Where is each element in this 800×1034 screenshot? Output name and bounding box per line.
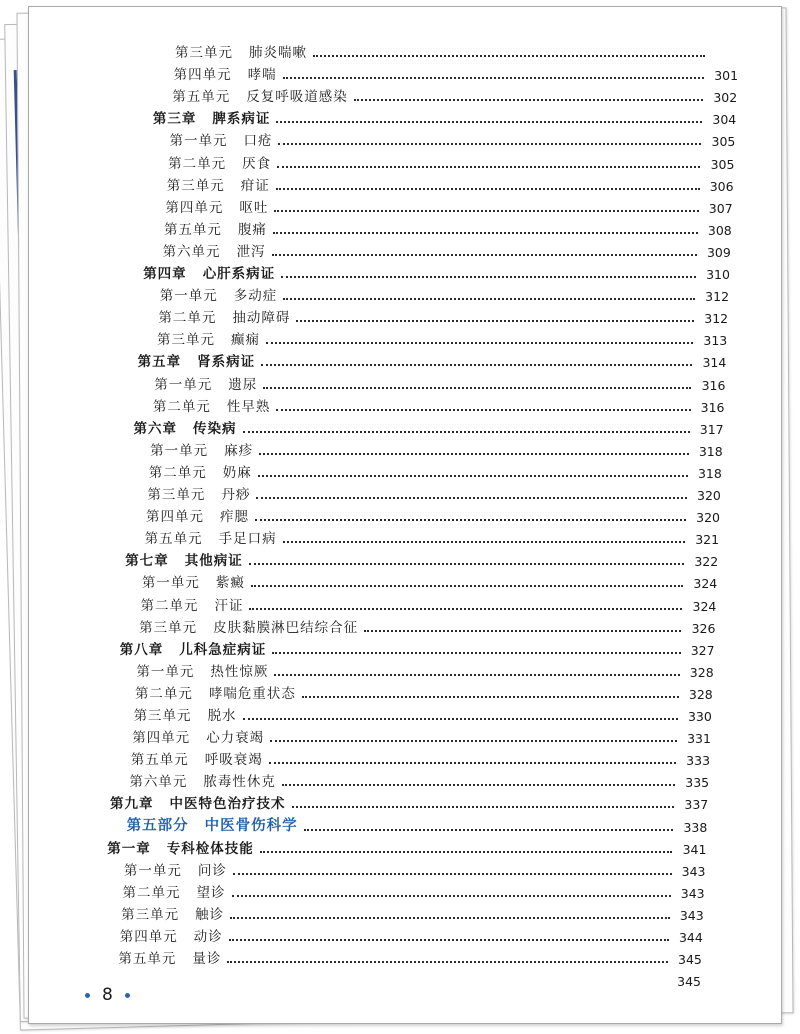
toc-entry-title: 手足口病: [218, 531, 277, 548]
toc-entry-title: 多动症: [233, 288, 278, 305]
toc-dot-leader: [354, 99, 703, 101]
toc-dot-leader: [260, 851, 673, 853]
toc-entry-title: 癫痫: [231, 332, 261, 349]
toc-entry-number: 第三单元: [121, 906, 180, 923]
footer-dot-left: [85, 993, 90, 998]
toc-unit-entry[interactable]: [129, 768, 709, 790]
toc-entry-title: 抽动障碍: [232, 310, 291, 327]
toc-dot-leader: [313, 55, 705, 57]
toc-page-number: 318: [697, 465, 722, 481]
toc-chapter-entry[interactable]: [120, 636, 715, 658]
toc-entry-title: 哮喘危重状态: [208, 685, 296, 702]
toc-unit-entry[interactable]: [147, 481, 721, 503]
toc-entry-number: 第五单元: [163, 221, 222, 238]
toc-entry-title: 儿科急症病证: [179, 641, 267, 658]
toc-page-number: 310: [706, 267, 730, 282]
toc-dot-leader: [230, 917, 670, 919]
toc-entry-number: 第四单元: [132, 730, 191, 747]
toc-page-number: 343: [679, 907, 704, 923]
toc-page-number: 326: [691, 620, 716, 636]
toc-page-number: 317: [699, 421, 724, 437]
toc-page-number: 316: [701, 377, 726, 393]
toc-unit-entry[interactable]: [158, 304, 728, 326]
toc-unit-entry[interactable]: [140, 592, 716, 614]
toc-page-number: 341: [682, 841, 707, 857]
toc-unit-entry[interactable]: [132, 724, 711, 746]
toc-unit-entry[interactable]: [131, 746, 710, 768]
toc-chapter-entry[interactable]: [143, 260, 730, 282]
toc-dot-leader: [276, 409, 690, 411]
toc-entry-number: 第六单元: [162, 243, 221, 260]
toc-page-number: 314: [702, 355, 727, 371]
toc-entry-title: 痄腮: [220, 509, 249, 526]
toc-unit-entry[interactable]: [139, 614, 715, 636]
toc-page-number: 324: [693, 576, 718, 592]
toc-dot-leader: [243, 718, 678, 720]
toc-entry-number: 第五单元: [130, 752, 189, 769]
toc-page-number: 320: [696, 510, 720, 526]
toc-entry-number: 第一单元: [123, 862, 182, 879]
toc-entry-number: 第九章: [110, 796, 154, 813]
toc-dot-leader: [274, 674, 679, 676]
toc-entry-title: 其他病证: [184, 553, 243, 570]
toc-page: [28, 6, 782, 1024]
toc-entry-title: 脱水: [207, 708, 237, 724]
toc-entry-title: 性早熟: [226, 398, 271, 415]
toc-page-number: 324: [692, 598, 717, 614]
toc-entry-title: 呕吐: [239, 199, 269, 216]
toc-page-number: 321: [695, 532, 720, 548]
toc-entry-title: 疳证: [240, 177, 270, 194]
toc-unit-entry[interactable]: [172, 83, 737, 105]
toc-page-number: 306: [709, 178, 734, 194]
toc-unit-entry[interactable]: [134, 702, 712, 724]
toc-entry-number: 第三单元: [157, 332, 216, 349]
toc-page-number: 345: [678, 952, 702, 968]
toc-entry-title: 脓毒性休克: [203, 774, 276, 791]
toc-part-entry[interactable]: [127, 813, 708, 835]
toc-entry-title: 汗证: [214, 597, 244, 614]
toc-unit-entry[interactable]: [135, 680, 713, 702]
toc-dot-leader: [249, 608, 682, 610]
toc-entry-title: 奶麻: [222, 464, 252, 481]
toc-unit-entry[interactable]: [123, 879, 705, 901]
toc-dot-leader: [282, 784, 675, 786]
toc-entry-number: 第五单元: [172, 89, 231, 106]
toc-dot-leader: [283, 298, 695, 300]
toc-page-number: 320: [697, 488, 721, 503]
toc-unit-entry[interactable]: [164, 216, 732, 238]
toc-entry-title: 反复呼吸道感染: [246, 89, 348, 106]
toc-entry-title: 量诊: [192, 951, 222, 968]
toc-page-number: 309: [706, 244, 731, 260]
toc-entry-number: 第五章: [137, 354, 182, 371]
toc-unit-entry[interactable]: [120, 923, 703, 945]
toc-dot-leader: [278, 143, 701, 145]
table-of-contents: [29, 7, 781, 1023]
toc-entry-number: 第二单元: [148, 464, 207, 481]
toc-entry-number: 第二单元: [134, 685, 193, 702]
toc-dot-leader: [281, 276, 696, 278]
toc-dot-leader: [276, 121, 702, 123]
toc-page-number: 318: [698, 443, 723, 459]
toc-entry-title: 专科检体技能: [166, 840, 254, 857]
toc-unit-entry[interactable]: [154, 371, 725, 393]
toc-dot-leader: [249, 563, 684, 565]
toc-dot-leader: [277, 166, 700, 168]
toc-entry-number: 第五部分: [126, 817, 189, 834]
toc-entry-title: 紫癜: [215, 575, 245, 592]
toc-dot-leader: [251, 585, 683, 587]
toc-page-number: 302: [713, 90, 738, 106]
toc-entry-number: 第四单元: [165, 199, 224, 216]
toc-entry-number: 第六章: [133, 420, 178, 437]
toc-page-number: 312: [704, 311, 729, 327]
toc-entry-number: 第六单元: [129, 774, 188, 791]
toc-dot-leader: [274, 210, 698, 212]
toc-entry-title: 口疮: [243, 133, 273, 150]
toc-entry-title: 肾系病证: [197, 354, 256, 371]
toc-entry-title: 脾系病证: [212, 111, 271, 128]
toc-entry-number: 第一章: [107, 840, 151, 857]
toc-entry-number: 第三章: [152, 111, 197, 128]
toc-entry-number: 第四单元: [173, 67, 232, 84]
toc-entry-title: 心肝系病证: [202, 266, 276, 282]
toc-entry-number: 第一单元: [136, 663, 195, 680]
toc-dot-leader: [263, 387, 691, 389]
toc-entry-title: 厌食: [242, 155, 272, 172]
toc-entry-title: 腹痛: [237, 221, 267, 238]
toc-dot-leader: [269, 762, 676, 764]
toc-entry-number: 第三单元: [147, 487, 206, 503]
toc-page-number: 304: [712, 112, 737, 128]
toc-page-number: 328: [688, 686, 713, 702]
toc-dot-leader: [283, 541, 685, 543]
toc-dot-leader: [233, 873, 672, 875]
toc-page-number: 322: [694, 554, 719, 570]
toc-entry-number: 第三单元: [175, 45, 233, 61]
toc-entry-title: 呼吸衰竭: [204, 752, 263, 769]
toc-unit-entry[interactable]: [142, 569, 717, 591]
toc-entry-title: 麻疹: [224, 442, 254, 459]
toc-entry-title: 肺炎喘嗽: [249, 45, 307, 61]
toc-page-number: 308: [707, 222, 732, 238]
toc-entry-number: 第四单元: [146, 509, 204, 526]
toc-entry-title: 传染病: [193, 420, 237, 437]
toc-dot-leader: [256, 497, 687, 499]
toc-unit-entry[interactable]: [167, 172, 734, 194]
toc-chapter-entry[interactable]: [125, 547, 718, 569]
toc-entry-number: 第七章: [125, 553, 169, 570]
footer-dot-right: [125, 993, 130, 998]
toc-page-number: 343: [680, 885, 705, 901]
toc-entry-number: 第二单元: [122, 884, 181, 901]
toc-entry-number: 第二单元: [140, 597, 199, 614]
toc-entry-title: 丹痧: [221, 487, 251, 503]
toc-entry-title: 心力衰竭: [206, 730, 265, 747]
toc-dot-leader: [266, 342, 693, 344]
toc-entry-number: 第二单元: [158, 310, 217, 327]
toc-page-number: 344: [678, 930, 703, 945]
page-footer: [85, 985, 130, 1005]
toc-dot-leader: [364, 630, 681, 632]
toc-unit-entry[interactable]: [124, 857, 706, 879]
toc-dot-leader: [302, 696, 679, 698]
toc-entry-title: 热性惊厥: [210, 663, 269, 680]
toc-dot-leader: [259, 453, 689, 455]
toc-dot-leader: [272, 254, 697, 256]
toc-unit-entry[interactable]: [169, 127, 735, 149]
toc-entry-number: 第五单元: [118, 951, 177, 968]
toc-page-number: 327: [690, 642, 715, 658]
toc-unit-entry[interactable]: [150, 437, 723, 459]
toc-chapter-entry[interactable]: [138, 348, 727, 370]
toc-entry-number: 第一单元: [159, 288, 218, 305]
toc-unit-entry[interactable]: [168, 150, 734, 172]
toc-entry-title: 问诊: [197, 862, 227, 879]
toc-entry-number: 第五单元: [144, 531, 203, 548]
toc-entry-number: 第二单元: [152, 398, 211, 415]
toc-entry-number: 第一单元: [169, 133, 228, 150]
toc-page-number: 331: [687, 731, 711, 747]
toc-unit-entry[interactable]: [165, 194, 732, 216]
toc-entry-title: 遗尿: [228, 376, 258, 393]
toc-entry-number: 第四单元: [119, 929, 178, 945]
toc-dot-leader: [296, 320, 694, 322]
toc-dot-leader: [255, 519, 686, 521]
toc-unit-entry[interactable]: [121, 901, 704, 923]
toc-unit-entry[interactable]: [175, 39, 739, 61]
toc-page-number: 330: [687, 709, 712, 724]
toc-entry-title: 望诊: [196, 884, 226, 901]
toc-page-number: 316: [700, 399, 725, 415]
toc-page-number: 313: [703, 333, 728, 349]
toc-page-number: 343: [681, 863, 706, 879]
toc-entry-number: 第一单元: [154, 376, 213, 393]
toc-entry-title: 中医特色治疗技术: [169, 796, 286, 813]
toc-dot-leader: [292, 806, 675, 808]
toc-chapter-entry[interactable]: [110, 790, 708, 812]
toc-dot-leader: [232, 895, 671, 897]
toc-entry-number: 第三单元: [139, 619, 198, 636]
toc-dot-leader: [270, 740, 677, 742]
toc-page-number: 345: [677, 974, 701, 990]
toc-unit-entry[interactable]: [157, 326, 727, 348]
toc-entry-title: 皮肤黏膜淋巴结综合征: [213, 619, 359, 636]
toc-entry-title: 触诊: [195, 906, 225, 923]
toc-unit-entry[interactable]: [149, 459, 722, 481]
toc-dot-leader: [304, 829, 674, 831]
toc-unit-entry[interactable]: [160, 282, 729, 304]
toc-entry-title: 动诊: [193, 929, 223, 945]
toc-unit-entry[interactable]: [117, 967, 701, 989]
toc-entry-number: 第八章: [119, 641, 164, 658]
toc-dot-leader: [227, 961, 668, 963]
toc-entry-number: 第四章: [143, 266, 187, 282]
toc-dot-leader: [283, 77, 704, 79]
toc-dot-leader: [272, 652, 680, 654]
toc-dot-leader: [229, 939, 669, 941]
toc-entry-number: 第一单元: [150, 442, 209, 459]
toc-chapter-entry[interactable]: [153, 105, 736, 127]
toc-unit-entry[interactable]: [174, 61, 738, 83]
toc-unit-entry[interactable]: [145, 525, 719, 547]
toc-unit-entry[interactable]: [146, 503, 720, 525]
toc-page-number: 333: [686, 753, 711, 769]
toc-chapter-entry[interactable]: [134, 415, 724, 437]
toc-page-number: 305: [710, 156, 735, 172]
toc-dot-leader: [261, 364, 692, 366]
toc-page-number: 307: [708, 200, 733, 216]
toc-entry-number: 第一单元: [141, 575, 200, 592]
page-number: 8: [102, 985, 113, 1005]
toc-entry-title: 哮喘: [247, 67, 277, 84]
toc-page-number: 338: [683, 819, 708, 835]
toc-entry-number: 第二单元: [168, 155, 227, 172]
toc-page-number: 301: [714, 68, 739, 84]
toc-unit-entry[interactable]: [118, 945, 702, 967]
toc-page-number: 337: [684, 797, 709, 813]
toc-entry-title: 泄泻: [236, 243, 266, 260]
toc-unit-entry[interactable]: [163, 238, 731, 260]
toc-entry-number: 第三单元: [133, 708, 192, 724]
toc-page-number: 305: [711, 134, 736, 150]
toc-dot-leader: [273, 232, 698, 234]
toc-page-number: 328: [689, 664, 714, 680]
toc-page-number: 312: [705, 289, 730, 305]
toc-entry-title: 中医骨伤科学: [204, 817, 298, 834]
toc-unit-entry[interactable]: [153, 393, 725, 415]
toc-chapter-entry[interactable]: [107, 835, 706, 857]
toc-entry-number: 第三单元: [166, 177, 225, 194]
toc-dot-leader: [276, 188, 700, 190]
toc-unit-entry[interactable]: [136, 658, 713, 680]
toc-dot-leader: [243, 431, 690, 433]
toc-dot-leader: [258, 475, 688, 477]
toc-page-number: 335: [685, 775, 710, 791]
